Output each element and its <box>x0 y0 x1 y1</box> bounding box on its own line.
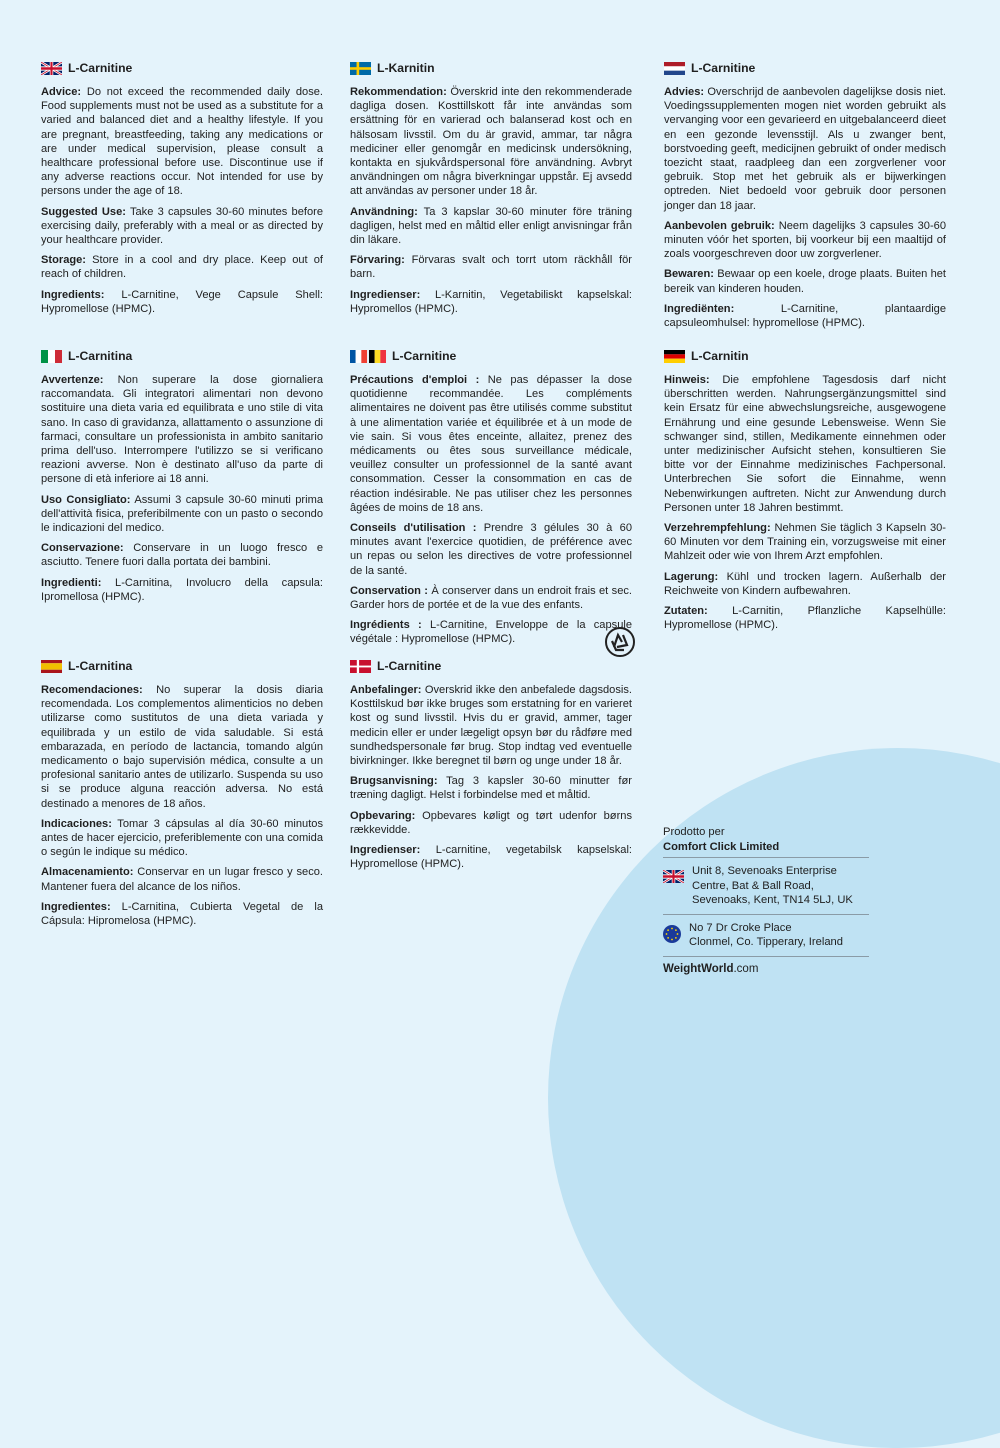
paragraph-text: Overskrid ikke den anbefalede dagsdosis. Kosttilskud bør ikke bruges som erstatning for en varieret kost og sund livsstil. Hvis du er gravid, ammer, tager medicin eller er under lægeligt opsyn bør du rådføre med sundhedspersonale før brug. Stop indtag ved eventuelle bivirkninger. Ikke beregnet til børn og unge under 18 år. <box>350 684 632 768</box>
paragraph-label: Lagerung: <box>664 570 719 583</box>
paragraph-label: Ingredienti: <box>41 576 102 589</box>
section-it <box>41 348 323 610</box>
section-paragraph <box>664 267 946 295</box>
section-paragraph <box>350 774 632 802</box>
paragraph-label: Ingredientes: <box>41 900 111 913</box>
section-paragraph <box>664 570 946 598</box>
section-paragraph <box>350 205 632 248</box>
paragraph-label: Bewaren: <box>664 268 714 281</box>
section-paragraph <box>350 843 632 871</box>
ie-address <box>663 921 869 950</box>
paragraph-text: Die empfohlene Tagesdosis darf nicht überschritten werden. Nahrungsergänzungsmittel sind kein Ersatz für eine abwechslungsreiche, ausgewogene Ernährung und eine gesunde Lebensweise. Wenn Sie schwanger sind, stillen, Medikamente einnehmen oder unter medizinischer Aufsicht stehen, konsultieren Sie bitte vor der Einnahme medizinisches Fachpersonal. Unterbrechen Sie sofort die Einnahme, wenn Nebenwirkungen auftreten. Nicht zur Anwendung durch Personen unter 18 Jahren bestimmt. <box>664 374 946 514</box>
paragraph-label: Aanbevolen gebruik: <box>664 219 775 232</box>
website-domain: .com <box>733 962 759 975</box>
section-sv <box>350 60 632 322</box>
section-fr <box>350 348 632 653</box>
paragraph-text: Förvaras svalt och torrt utom räckhåll för barn. <box>350 254 632 281</box>
nl-flag-icon <box>664 62 685 75</box>
fr-flag-icon <box>350 350 367 363</box>
section-paragraph <box>41 288 323 316</box>
uk-address-line: Centre, Bat & Ball Road, <box>692 879 814 892</box>
section-paragraph <box>664 302 946 330</box>
section-paragraph <box>41 576 323 604</box>
paragraph-text: Opbevares køligt og tørt udenfor børns rækkevidde. <box>350 809 632 836</box>
section-title: L-Carnitine <box>68 60 133 75</box>
paragraph-text: Bewaar op een koele, droge plaats. Buiten het bereik van kinderen houden. <box>664 268 946 295</box>
paragraph-label: Opbevaring: <box>350 809 416 822</box>
divider <box>663 857 869 858</box>
paragraph-text: Ta 3 kapslar 30-60 minuter före träning dagligen, helst med en måltid eller enligt anvisningar från din läkare. <box>350 205 632 247</box>
section-header <box>664 348 946 364</box>
section-paragraph <box>350 809 632 837</box>
section-header <box>664 60 946 76</box>
paragraph-text: Ne pas dépasser la dose quotidienne recommandée. Les compléments alimentaires ne doivent pas être utilisés comme substitut à une alimentation variée et équilibrée et à un mode de vie sain. Si vous êtes enceinte, allaitez, prenez des médicaments ou êtes sous surveillance médicale, veuillez consulter un professionnel de la santé avant consommation. Cesser la consommation en cas de réaction indésirable. Ne pas utiliser chez les personnes âgées de moins de 18 ans. <box>350 374 633 514</box>
paragraph-label: Storage: <box>41 254 86 267</box>
section-paragraph <box>41 683 323 811</box>
dk-flag-icon <box>350 660 371 673</box>
uk-flag-icon <box>41 62 62 75</box>
se-flag-icon <box>350 62 371 75</box>
paragraph-text: Kühl und trocken lagern. Außerhalb der Reichweite von Kindern aufbewahren. <box>664 570 946 597</box>
paragraph-label: Ingrédients : <box>350 619 422 632</box>
paragraph-text: L-Carnitina, Cubierta Vegetal de la Cápsula: Hipromelosa (HPMC). <box>41 900 323 928</box>
paragraph-text: Conservare in un luogo fresco e asciutto. Tenere fuori dalla portata dei bambini. <box>41 542 323 569</box>
paragraph-text: Store in a cool and dry place. Keep out of reach of children. <box>41 254 323 281</box>
paragraph-label: Conservation : <box>350 584 428 597</box>
manufacturer-block <box>663 826 869 975</box>
paragraph-text: Take 3 capsules 30-60 minutes before exercising daily, preferably with a meal or as directed by your healthcare provider. <box>41 205 323 247</box>
section-paragraph <box>664 373 946 515</box>
paragraph-label: Brugsanvisning: <box>350 775 438 788</box>
section-paragraph <box>350 683 632 768</box>
paragraph-label: Anbefalinger: <box>350 684 422 696</box>
paragraph-text: Non superare la dose giornaliera raccomandata. Gli integratori alimentari non devono sostituire una dieta varia ed equilibrata e uno stile di vita sano. In caso di gravidanza, allattamento o assunzione di farmaci, consultare un professionista in ambito sanitario prima dell'uso. Interrompere l'utilizzo se si verificano reazioni avverse. Non è destinato all'uso da parte di persone di età inferiore ai 18 anni. <box>41 374 323 486</box>
section-paragraph <box>350 521 632 578</box>
section-paragraph <box>41 493 323 536</box>
section-paragraph <box>41 541 323 569</box>
section-title: L-Karnitin <box>377 60 435 75</box>
uk-flag-icon <box>663 870 684 883</box>
paragraph-label: Användning: <box>350 205 418 218</box>
section-paragraph <box>664 219 946 262</box>
paragraph-text: Overschrijd de aanbevolen dagelijkse dosis niet. Voedingssupplementen mogen niet worden gebruikt als vervanging voor een gevarieerd en uitgebalanceerd dieet en een gezonde levensstijl. Als u zwanger bent, borstvoeding geeft, medicijnen gebruikt of onder medisch toezicht staat, raadpleeg dan een zorgverlener voor gebruik. Stop met het gebruik als er bijwerkingen optreden. Niet bedoeld voor gebruik door personen jonger dan 18 jaar. <box>664 86 946 212</box>
paragraph-text: No superar la dosis diaria recomendada. Los complementos alimenticios no deben utilizarse como sustitutos de una dieta variada y equilibrada y un estilo de vida saludable. Si está embarazada, en período de lactancia, tomando algún medicamento o bajo supervisión médica, consulte a un profesional sanitario antes de utilizarlo. Suspenda su uso si se produce alguna reacción adversa. No está destinado a menores de 18 años. <box>41 684 323 810</box>
paragraph-text: Nehmen Sie täglich 3 Kapseln 30-60 Minuten vor dem Training ein, vorzugsweise mit einer Mahlzeit oder wie von Ihrem Arzt empfohlen. <box>664 522 946 563</box>
section-title: L-Carnitin <box>691 348 749 363</box>
uk-address-line: Unit 8, Sevenoaks Enterprise <box>692 865 837 877</box>
paragraph-text: Neem dagelijks 3 capsules 30-60 minuten vóór het sporten, bij voorkeur bij een maaltijd of zoals voorgeschreven door uw zorgverlener. <box>664 219 946 261</box>
section-paragraph <box>350 618 632 646</box>
paragraph-label: Conseils d'utilisation : <box>350 522 477 535</box>
section-es <box>41 658 323 934</box>
section-paragraph <box>664 85 946 213</box>
paragraph-label: Recomendaciones: <box>41 684 143 696</box>
paragraph-text: Överskrid inte den rekommenderade dagliga dosen. Kosttillskott får inte användas som ersättning för en varierad och balanserad kost och en hälsosam livsstil. Om du är gravid, ammar, tar några mediciner eller genomgår en medicinsk undersökning, kontakta en sjukvårdspersonal före användning. Avbryt användningen om några biverkningar uppstår. Ej avsedd att användas av personer under 18 år. <box>350 86 632 198</box>
paragraph-label: Förvaring: <box>350 254 405 267</box>
paragraph-label: Hinweis: <box>664 374 710 386</box>
website-brand: WeightWorld <box>663 962 734 975</box>
manufacturer-label: Prodotto per <box>663 826 725 838</box>
paragraph-text: L-Karnitin, Vegetabiliskt kapselskal: Hypromellos (HPMC). <box>350 288 632 315</box>
paragraph-label: Ingrediënten: <box>664 302 735 315</box>
paragraph-text: L-Carnitin, Pflanzliche Kapselhülle: Hypromellose (HPMC). <box>664 605 946 632</box>
paragraph-text: Conservar en un lugar fresco y seco. Mantener fuera del alcance de los niños. <box>41 866 323 893</box>
uk-address <box>663 864 869 908</box>
divider <box>663 914 869 915</box>
section-paragraph <box>350 373 632 515</box>
paragraph-label: Verzehrempfehlung: <box>664 522 771 535</box>
section-paragraph <box>664 521 946 564</box>
section-paragraph <box>41 373 323 487</box>
section-header <box>41 60 323 76</box>
paragraph-label: Almacenamiento: <box>41 866 134 879</box>
section-title: L-Carnitine <box>377 658 442 673</box>
paragraph-label: Advies: <box>664 86 705 98</box>
section-header <box>41 348 323 364</box>
section-en <box>41 60 323 322</box>
de-flag-icon <box>664 350 685 363</box>
paragraph-text: L-Carnitina, Involucro della capsula: Ipromellosa (HPMC). <box>41 576 323 603</box>
paragraph-label: Ingredients: <box>41 288 105 301</box>
section-title: L-Carnitina <box>68 658 133 673</box>
section-header <box>350 658 632 674</box>
section-title: L-Carnitine <box>691 60 756 75</box>
recycling-symbol-icon <box>604 626 636 658</box>
section-de <box>664 348 946 638</box>
uk-address-line: Sevenoaks, Kent, TN14 5LJ, UK <box>692 894 853 906</box>
paragraph-text: Do not exceed the recommended daily dose. Food supplements must not be used as a substitute for a varied and balanced diet and a healthy lifestyle. If you are pregnant, breastfeeding, taking any medications or are under medical supervision, please consult a healthcare professional before use. Discontinue use if any adverse reactions occur. Not intended for use by persons under the age of 18. <box>41 86 323 198</box>
section-paragraph <box>350 85 632 199</box>
section-da <box>350 658 632 877</box>
paragraph-label: Uso Consigliato: <box>41 493 131 506</box>
section-header <box>350 60 632 76</box>
paragraph-label: Zutaten: <box>664 605 708 618</box>
section-title: L-Carnitine <box>392 348 457 363</box>
manufacturer-company: Comfort Click Limited <box>663 841 780 853</box>
paragraph-label: Indicaciones: <box>41 817 112 830</box>
paragraph-label: Ingredienser: <box>350 288 421 301</box>
section-header <box>41 658 323 674</box>
paragraph-label: Advice: <box>41 86 82 98</box>
paragraph-text: L-carnitine, vegetabilsk kapselskal: Hypromellose (HPMC). <box>350 844 632 871</box>
section-paragraph <box>41 85 323 199</box>
section-paragraph <box>41 205 323 248</box>
section-paragraph <box>41 900 323 928</box>
paragraph-label: Précautions d'emploi : <box>350 374 480 386</box>
paragraph-label: Ingredienser: <box>350 844 421 857</box>
section-paragraph <box>41 865 323 893</box>
paragraph-text: Tag 3 kapsler 30-60 minutter før træning dagligt. Helst i forbindelse med et måltid. <box>350 775 632 802</box>
section-paragraph <box>350 253 632 281</box>
paragraph-text: À conserver dans un endroit frais et sec. Garder hors de portée et de la vue des enfants. <box>350 584 632 612</box>
section-header <box>350 348 632 364</box>
paragraph-text: L-Carnitine, Enveloppe de la capsule végétale : Hypromellose (HPMC). <box>350 619 632 646</box>
divider <box>663 956 869 957</box>
it-flag-icon <box>41 350 62 363</box>
section-paragraph <box>350 584 632 612</box>
section-paragraph <box>41 817 323 860</box>
paragraph-label: Avvertenze: <box>41 374 104 386</box>
paragraph-text: Prendre 3 gélules 30 à 60 minutes avant l'exercice quotidien, de préférence avec un repas ou selon les directives de votre professionnel de la santé. <box>350 522 632 577</box>
section-title: L-Carnitina <box>68 348 133 363</box>
section-paragraph <box>350 288 632 316</box>
paragraph-text: L-Carnitine, Vege Capsule Shell: Hypromellose (HPMC). <box>41 288 323 315</box>
paragraph-text: Assumi 3 capsule 30-60 minuti prima dell'attività fisica, preferibilmente con un pasto o secondo le indicazioni del medico. <box>41 493 323 535</box>
paragraph-label: Suggested Use: <box>41 205 126 218</box>
ie-address-line: Clonmel, Co. Tipperary, Ireland <box>689 936 843 948</box>
section-paragraph <box>41 253 323 281</box>
es-flag-icon <box>41 660 62 673</box>
section-nl <box>664 60 946 336</box>
paragraph-text: Tomar 3 cápsulas al día 30-60 minutos antes de hacer ejercicio, preferiblemente con una comida o según le indique su médico. <box>41 817 323 859</box>
paragraph-text: L-Carnitine, plantaardige capsuleomhulsel: hypromellose (HPMC). <box>664 302 946 330</box>
eu-flag-icon <box>663 925 681 943</box>
paragraph-label: Rekommendation: <box>350 86 447 98</box>
section-paragraph <box>664 604 946 632</box>
website <box>663 963 869 975</box>
fr-be-flags <box>350 350 386 363</box>
be-flag-icon <box>369 350 386 363</box>
paragraph-label: Conservazione: <box>41 542 124 555</box>
ie-address-line: No 7 Dr Croke Place <box>689 921 792 934</box>
